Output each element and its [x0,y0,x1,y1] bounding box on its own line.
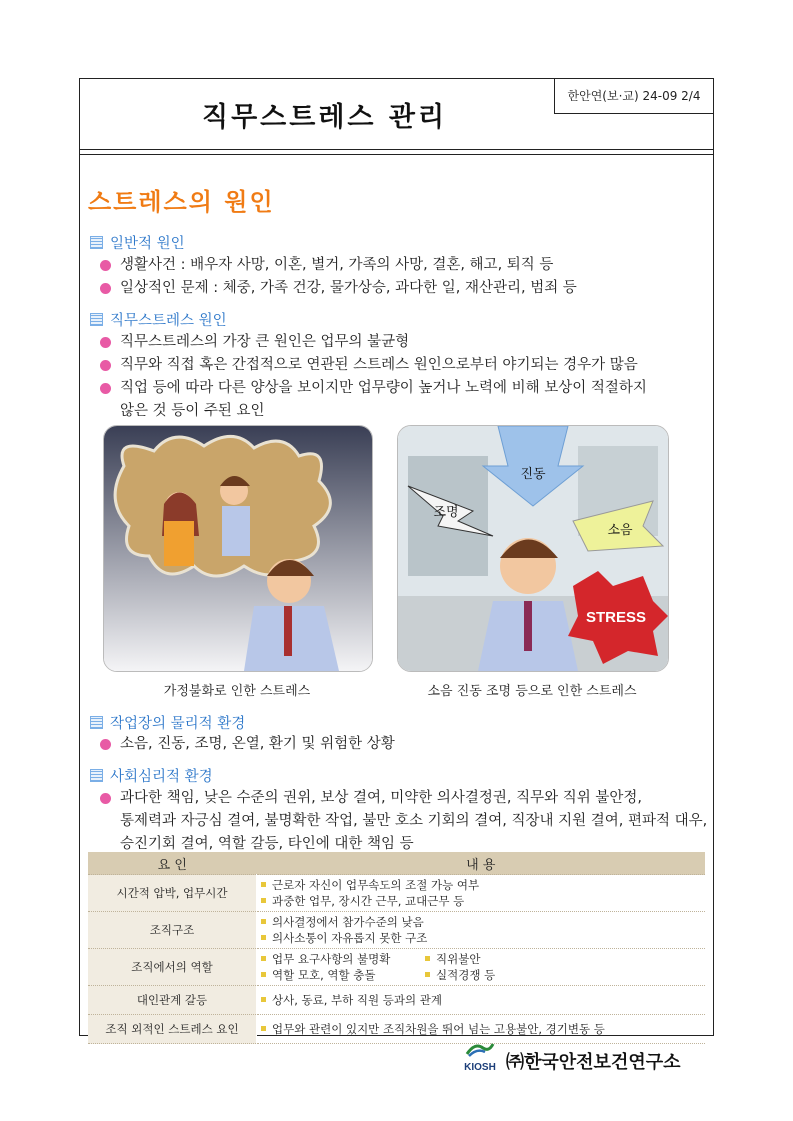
list-item: 과다한 책임, 낮은 수준의 권위, 보상 결여, 미약한 의사결정권, 직무와 직위 불안정, [120,787,642,810]
header [80,79,713,150]
pink-dot-icon [100,383,111,394]
list-item-continuation: 않은 것 등이 주된 요인 [120,403,265,419]
table-row [88,912,705,949]
subheading-general: 일반적 원인 [90,232,185,253]
table-row [88,1015,705,1044]
table-row [88,949,705,986]
left-image-caption: 가정불화로 인한 스트레스 [163,684,311,699]
vibration-label: 진동 [520,466,546,481]
document-frame [79,78,714,1036]
subheading-physical: 작업장의 물리적 환경 [90,712,245,733]
list-item: 직무와 직접 혹은 간접적으로 연관된 스트레스 원인으로부터 야기되는 경우가 많음 [120,354,638,377]
right-image-caption: 소음 진동 조명 등으로 인한 스트레스 [427,684,637,699]
square-bullet-icon [90,313,103,326]
square-bullet-icon [90,769,103,782]
noise-label: 소음 [607,522,633,537]
table-row [88,875,705,912]
list-item: 직업 등에 따라 다른 양상을 보이지만 업무량이 높거나 노력에 비해 보상이 적절하지 [120,377,647,400]
square-bullet-icon [90,716,103,729]
organization-name: ㈜한국안전보건연구소 [506,1052,681,1073]
kiosh-logo-icon [465,1040,495,1058]
pink-dot-icon [100,260,111,271]
content-cell: 근로자 자신이 업무속도의 조절 가능 여부 과중한 업무, 장시간 근무, 교대근무 등 [257,875,706,912]
pink-dot-icon [100,337,111,348]
content-cell: 의사결정에서 참가수준의 낮음 의사소통이 자유롭지 못한 구조 [257,912,706,949]
content-cell: 업무 요구사항의 불명확 직위불안 역할 모호, 역할 충돌 실적경쟁 등 [257,949,706,986]
content-cell: 업무와 관련이 있지만 조직차원을 뛰어 넘는 고용불안, 경기변동 등 [257,1015,706,1044]
factor-cell: 대인관계 갈등 [88,986,257,1015]
subheading-psychosocial: 사회심리적 환경 [90,765,213,786]
family-conflict-illustration [103,425,373,672]
document-title: 직무스트레스 관리 [202,102,448,133]
stress-factor-table [88,852,705,1044]
section-title: 스트레스의 원인 [88,188,275,216]
content-cell: 상사, 동료, 부하 직원 등과의 관계 [257,986,706,1015]
pink-dot-icon [100,283,111,294]
factor-cell: 시간적 압박, 업무시간 [88,875,257,912]
list-item: 직무스트레스의 가장 큰 원인은 업무의 불균형 [120,331,409,354]
table-header-row [88,852,705,875]
table-header-content: 내 용 [257,852,706,875]
list-item-continuation: 승진기회 결여, 역할 갈등, 타인에 대한 책임 등 [120,836,414,852]
document-code: 한안연(보·교) 24-09 2/4 [554,79,713,114]
logo-text: KIOSH [464,1062,496,1073]
header-divider [80,154,713,155]
factor-cell: 조직 외적인 스트레스 요인 [88,1015,257,1044]
subheading-job: 직무스트레스 원인 [90,309,227,330]
kiosh-logo [460,1040,500,1073]
table-row [88,986,705,1015]
factor-cell: 조직구조 [88,912,257,949]
stress-label: STRESS [585,609,647,626]
list-item-continuation: 통제력과 자긍심 결여, 불명확한 작업, 불만 호소 기회의 결여, 직장내 지원 결여, 편파적 대우, [120,813,708,829]
light-label: 조명 [433,504,459,519]
noise-stress-illustration [397,425,669,672]
list-item: 일상적인 문제 : 체중, 가족 건강, 물가상승, 과다한 일, 재산관리, 범죄 등 [120,277,577,300]
list-item: 소음, 진동, 조명, 온열, 환기 및 위험한 상황 [120,733,395,756]
pink-dot-icon [100,739,111,750]
square-bullet-icon [90,236,103,249]
pink-dot-icon [100,360,111,371]
list-item: 생활사건 : 배우자 사망, 이혼, 별거, 가족의 사망, 결혼, 해고, 퇴직 등 [120,254,553,277]
factor-cell: 조직에서의 역할 [88,949,257,986]
table-header-factor: 요 인 [88,852,257,875]
pink-dot-icon [100,793,111,804]
